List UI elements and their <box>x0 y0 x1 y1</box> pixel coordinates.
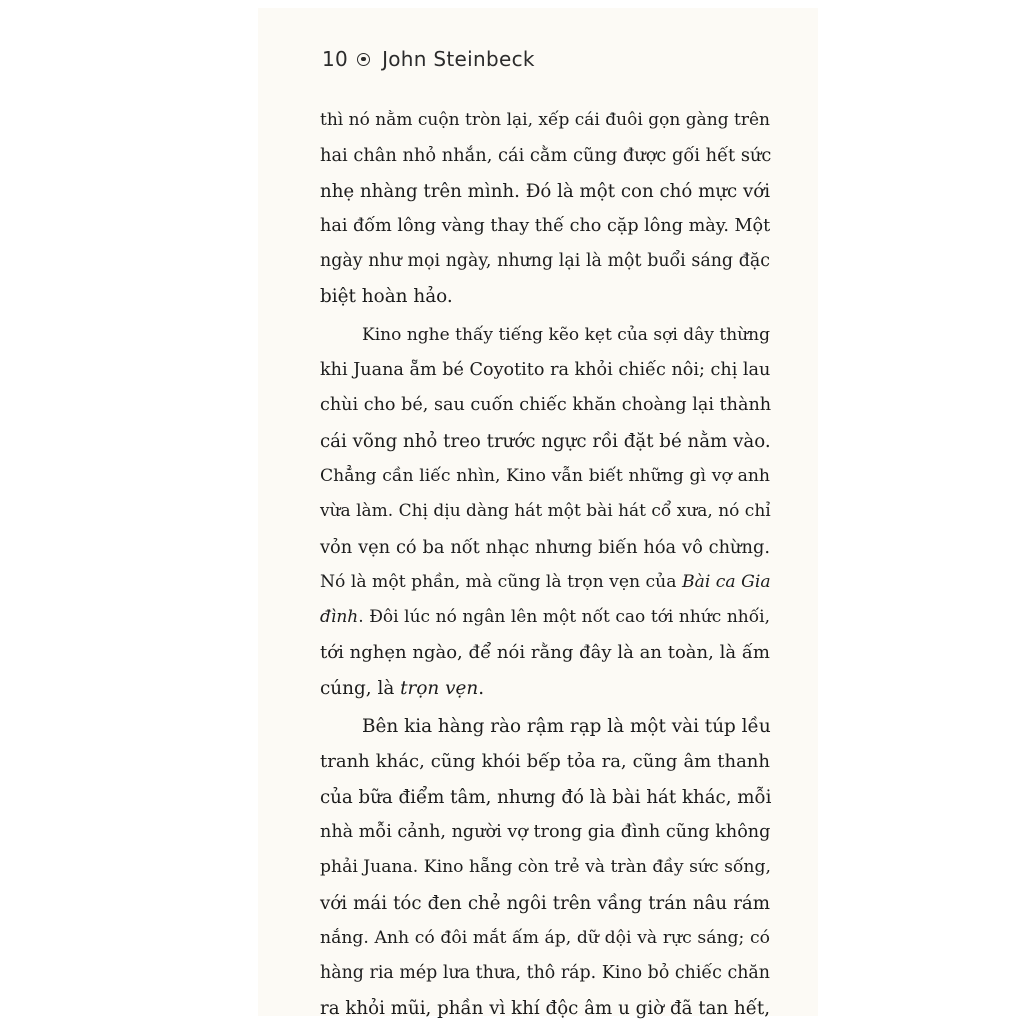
text-line: Bên kia hàng rào rậm rạp là một vài túp lều <box>362 716 771 738</box>
text-line: hai chân nhỏ nhắn, cái cằm cũng được gối hết sức <box>320 145 772 167</box>
text-run: . Đôi lúc nó ngân lên một nốt cao tới nhức nhối, <box>358 607 770 628</box>
text-line: ra khỏi mũi, phần vì khí độc âm u giờ đã tan hết, <box>320 998 770 1020</box>
text-line: vỏn vẹn có ba nốt nhạc nhưng biến hóa vô chừng. <box>320 536 770 558</box>
page-number: 10 <box>322 47 349 71</box>
text-line: của bữa điểm tâm, nhưng đó là bài hát khác, mỗi <box>320 786 772 808</box>
text-line: chùi cho bé, sau cuốn chiếc khăn choàng lại thành <box>320 395 772 416</box>
text-line: vừa làm. Chị dịu dàng hát một bài hát cổ xưa, nó chỉ <box>320 501 771 522</box>
text-line: hàng ria mép lưa thưa, thô ráp. Kino bỏ chiếc chăn <box>320 963 770 984</box>
text-line: nắng. Anh có đôi mắt ấm áp, dữ dội và rực sáng; có <box>320 927 770 948</box>
emphasis: trọn vẹn <box>400 677 479 699</box>
text-line: Chẳng cần liếc nhìn, Kino vẫn biết những gì vợ anh <box>320 465 770 486</box>
song-title-cont: đình <box>320 607 359 628</box>
text-line: tới nghẹn ngào, để nói rằng đây là an toàn, là ấm <box>320 642 770 664</box>
song-title: Bài ca Gia <box>681 571 771 592</box>
paragraph-3 <box>320 709 770 1027</box>
text-line <box>320 600 770 635</box>
text-line: ngày như mọi ngày, nhưng lại là một buổi sáng đặc <box>320 251 770 272</box>
text-line: Kino nghe thấy tiếng kẽo kẹt của sợi dây thừng <box>362 324 770 345</box>
text-run: . <box>478 677 485 699</box>
text-line <box>320 671 770 706</box>
text-line: biệt hoàn hảo. <box>320 286 453 308</box>
paragraph-1 <box>320 103 770 315</box>
text-line: phải Juana. Kino hẵng còn trẻ và tràn đầy sức sống, <box>320 857 771 878</box>
text-run: cúng, là <box>320 677 401 699</box>
text-line: khi Juana ẵm bé Coyotito ra khỏi chiếc nôi; chị lau <box>320 360 771 381</box>
text-line: thì nó nằm cuộn tròn lại, xếp cái đuôi gọn gàng trên <box>320 110 770 130</box>
text-line: hai đốm lông vàng thay thế cho cặp lông mày. Một <box>320 215 771 236</box>
paragraph-2 <box>320 318 770 706</box>
text-line <box>320 565 770 600</box>
text-line: nhẹ nhàng trên mình. Đó là một con chó mực với <box>320 180 771 202</box>
text-line: tranh khác, cũng khói bếp tỏa ra, cũng âm thanh <box>320 751 770 773</box>
text-run: Nó là một phần, mà cũng là trọn vẹn của <box>320 571 682 592</box>
author-name: John Steinbeck <box>382 47 535 71</box>
circle-ornament-icon <box>357 53 370 66</box>
running-header <box>322 44 535 74</box>
body-text <box>320 103 770 1027</box>
text-line: cái võng nhỏ treo trước ngực rồi đặt bé nằm vào. <box>320 430 771 452</box>
text-line: với mái tóc đen chẻ ngôi trên vầng trán nâu rám <box>320 892 770 914</box>
text-line: nhà mỗi cảnh, người vợ trong gia đình cũng không <box>320 821 771 842</box>
